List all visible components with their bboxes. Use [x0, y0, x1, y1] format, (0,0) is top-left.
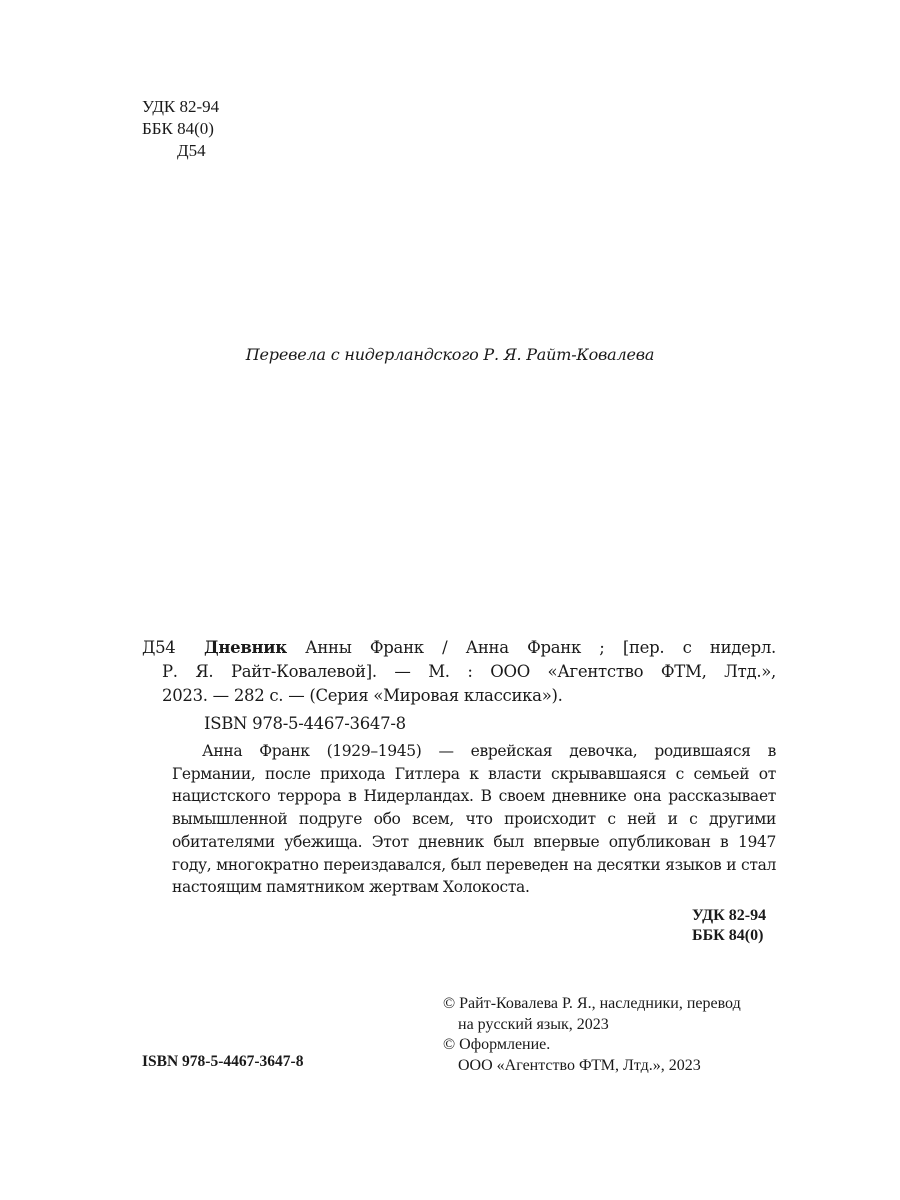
- classification-top: [142, 96, 219, 162]
- udk-code-bottom: УДК 82-94: [692, 907, 767, 924]
- isbn-bottom: ISBN 978-5-4467-3647-8: [142, 1053, 304, 1070]
- bibliographic-record: [142, 636, 776, 740]
- record-line-3: 2023. — 282 с. — (Серия «Мировая классика»).: [162, 686, 563, 705]
- copyright-block: [443, 994, 741, 1076]
- record-title: Дневник: [204, 638, 287, 657]
- record-line-1: Дневник Анны Франк / Анна Франк ; [пер. с нидерл.: [204, 638, 776, 657]
- abstract-text: Анна Франк (1929–1945) — еврейская девочка, родившаяся в Германии, после прихода Гитлера к власти скрывавшаяся с семьей от нацистского террора в Нидерландах. В своем дневнике она рассказывает вымышленной подруге обо всем, что происходит с ней и с другими обитателями убежища. Этот дневник был впервые опубликован в 1947 году, многократно переиздавался, был переведен на десятки языков и стал настоящим памятником жертвам Холокоста.: [172, 742, 776, 897]
- abstract: [172, 740, 776, 899]
- author-mark: Д54: [177, 141, 206, 160]
- record-code: Д54: [142, 638, 176, 657]
- copyright-line-3: © Оформление.: [443, 1036, 551, 1053]
- copyright-line-2: на русский язык, 2023: [458, 1015, 609, 1033]
- translator-note: Перевела с нидерландского Р. Я. Райт-Ковалева: [245, 345, 655, 364]
- record-isbn: ISBN 978-5-4467-3647-8: [204, 714, 406, 733]
- copyright-line-1: © Райт-Ковалева Р. Я., наследники, перевод: [443, 995, 741, 1012]
- classification-bottom: [692, 906, 766, 946]
- copyright-line-4: ООО «Агентство ФТМ, Лтд.», 2023: [458, 1056, 701, 1074]
- bbk-code: ББК 84(0): [142, 119, 214, 138]
- udk-code: УДК 82-94: [142, 97, 220, 116]
- record-line-2: Р. Я. Райт-Ковалевой]. — М. : ООО «Агентство ФТМ, Лтд.»,: [162, 662, 776, 681]
- bbk-code-bottom: ББК 84(0): [692, 927, 764, 944]
